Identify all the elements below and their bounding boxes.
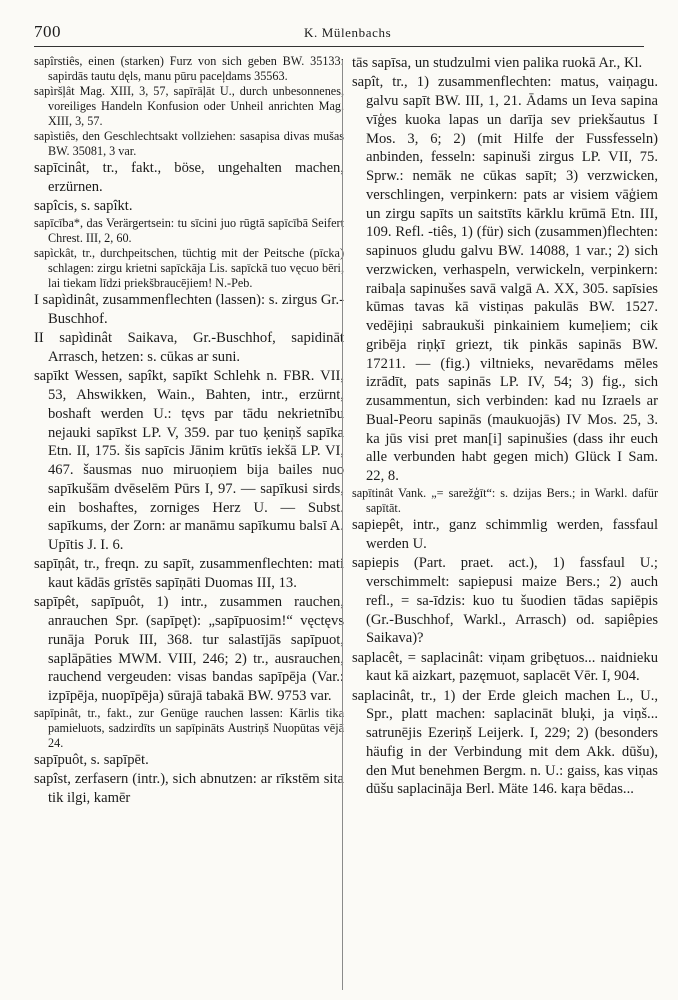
dictionary-entry: II sapìdinât Saikava, Gr.-Buschhof, sapidināt Arrasch, hetzen: s. cūkas ar suni. bbox=[34, 330, 344, 366]
dictionary-entry: saplacinât, tr., 1) der Erde gleich machen L., U., Spr., platt machen: saplacināt bluķi, ja viņš... satrunējis Ezeriņš Leijerk. I, 229; 2) (besonders häufig in der Verbindung mit dem Akk. dūšu), den Mut benehmen Bergm. n. U.: gaiss, kas viņas dūšu saplacināja Berl. Mäte 146. kaŗa bēdas... bbox=[352, 687, 658, 798]
right-column bbox=[352, 54, 658, 799]
dictionary-entry: sapīkt Wessen, sapîkt, sapīkt Schlehk n. FBR. VII, 53, Ahswikken, Wain., Bahten, intr., erzürnt, boshaft werden U.: tęvs par tādu nekrietnību nejauki sapīkst LP. V, 359. par tuo ķeniņš sapīka Etn. II, 175. šis sapīcis Jānim krūtīs iekšā LP. VI, 467. šausmas nuo miruoņiem bija bailes nuo sapīkušām dvēselēm Pūrs I, 97. — sapīkusi sirds, ein boshaftes, zorniges Herz U. — Subst. sapīkums, der Zorn: ar manāmu sapīkumu balsī A. Upītis J. I. 6. bbox=[34, 368, 344, 554]
dictionary-entry: sapîst, zerfasern (intr.), sich abnutzen: ar rīkstēm sita tik ilgi, kamēr bbox=[34, 771, 344, 807]
dictionary-entry: sapìršļât Mag. XIII, 3, 57, sapīrāļāt U., durch unbesonnenes, voreiliges Handeln Konfusion oder Unheil anrichten Mag. XIII, 3, 57. bbox=[34, 84, 344, 128]
header-rule bbox=[34, 46, 644, 47]
dictionary-entry: sapītinât Vank. „= sarežģīt“: s. dzijas Bers.; in Warkl. dafür sapītāt. bbox=[352, 486, 658, 516]
dictionary-entry: sapīņât, tr., freqn. zu sapīt, zusammenflechten: mati kaut kādās grīstēs sapīņāti Duomas III, 13. bbox=[34, 556, 344, 592]
running-head: K. Mülenbachs bbox=[304, 25, 392, 40]
dictionary-entry: sapīcinât, tr., fakt., böse, ungehalten machen, erzürnen. bbox=[34, 160, 344, 195]
dictionary-entry: sapît, tr., 1) zusammenflechten: matus, vaiņagu. galvu sapīt BW. III, 1, 21. Ādams un Ieva sapina vīģes kuoka lapas un darīja sev priekšautus I Mos. 3, 6; 2) (mit Hilfe der Fussfesseln) anbinden, fesseln: sapinuši zirgus LP. VII, 75. Sprw.: nemāk ne cūkas sapīt; 3) verzwicken, verschlingen, verpinkern: pats ar visiem vāģiem un zirgu sapīts un saitstīts kārklu krūmā Etn. III, 109. Refl. -tiês, 1) (für) sich (zusammen)flechten: sapinuos gludu galvu BW. 14088, 1 var.; 2) sich verzwicken, verhaspeln, verwickeln, verpinkern: raibaļa sapinušes savā valgā A. XX, 305. sapīsies kūmas tavas kā vistiņas pakulās BW. 1527. vedējiņi sabraukuši pinkainiem kumeļiem; cik gribēja riņķī griezt, tik pinkās sapinās BW. 17211. — (fig.) viltnieks, nevarēdams mēles izrādīt, pats sapinās LP. IV, 54; 3) fig., sich zusammentun, sich verbinden: kad nu Izraels ar Bual-Peoru sapinās (maukuojās) IV Mos. 25, 3. ka jūs visi pret man[i] sapinušies (dass ihr euch alle verbunden habt gegen mich) Glück I Sam. 22, 8. bbox=[352, 74, 658, 484]
dictionary-entry: sapìstiês, den Geschlechtsakt vollziehen: sasapisa divas mušas BW. 35081, 3 var. bbox=[34, 128, 344, 158]
column-divider bbox=[342, 60, 343, 990]
dictionary-entry: sapîcis, s. sapîkt. bbox=[34, 198, 133, 215]
page-header bbox=[34, 20, 644, 46]
left-column bbox=[34, 54, 344, 808]
dictionary-entry: sapīpêt, sapīpuôt, 1) intr., zusammen rauchen, anrauchen Spr. (sapīpęt): „sapīpuosim!“ vęctęvs runāja Poruk III, 368. tur salastījās sapīpuot, saplāpāties MWM. VIII, 246; 2) tr., ausrauchen, rauchend vergeuden: visas bandas sapīpēja (Var.: izpīpēja, nuopīpēja) sūrajā tabakā BW. 9753 var. bbox=[34, 594, 344, 705]
dictionary-entry: sapīcība*, das Verärgertsein: tu sīcini juo rūgtā sapīcībā Seifert Chrest. III, 2, 60. bbox=[34, 216, 344, 246]
dictionary-entry: sapiepêt, intr., ganz schimmlig werden, fassfaul werden U. bbox=[352, 517, 658, 553]
dictionary-entry: tās sapīsa, un studzulmi vien palika ruokā Ar., Kl. bbox=[352, 55, 643, 71]
page-number: 700 bbox=[34, 22, 61, 41]
dictionary-entry: saplacêt, = saplacinât: viņam gribętuos... naidnieku kaut kā aizkart, pazęmuot, saplacēt Vēr. I, 904. bbox=[352, 649, 658, 685]
dictionary-entry: sapìckât, tr., durchpeitschen, tüchtig mit der Peitsche (pīcka) schlagen: zirgu krietni sapīckāja Lis. sapīckā tuo vęcuo bēri, lai tiekam līdzi priekšbraucējiem! N.-Peb. bbox=[34, 246, 344, 291]
dictionary-entry: I sapìdinât, zusammenflechten (lassen): s. zirgus Gr.-Buschhof. bbox=[34, 292, 344, 328]
dictionary-entry: sapīpuôt, s. sapīpēt. bbox=[34, 752, 149, 769]
dictionary-entry: sapīpinât, tr., fakt., zur Genüge rauchen lassen: Kārlis tika pamieluots, sadzirdīts un sapīpināts Austriņš Nuopūtas vējā 24. bbox=[34, 706, 344, 750]
dictionary-entry: sapîrstiês, einen (starken) Furz von sich geben BW. 35133: sapirdās tautu dęls, manu pūru paceļdams 35563. bbox=[34, 54, 344, 83]
dictionary-entry: sapiepis (Part. praet. act.), 1) fassfaul U.; verschimmelt: sapiepusi maize Bers.; 2) auch refl., = sa-īdzis: kuo tu šuodien tādas sapiēpis (Gr.-Buschhof, Warkl., Arrasch) od. sapiêpies Saikava)? bbox=[352, 555, 658, 647]
